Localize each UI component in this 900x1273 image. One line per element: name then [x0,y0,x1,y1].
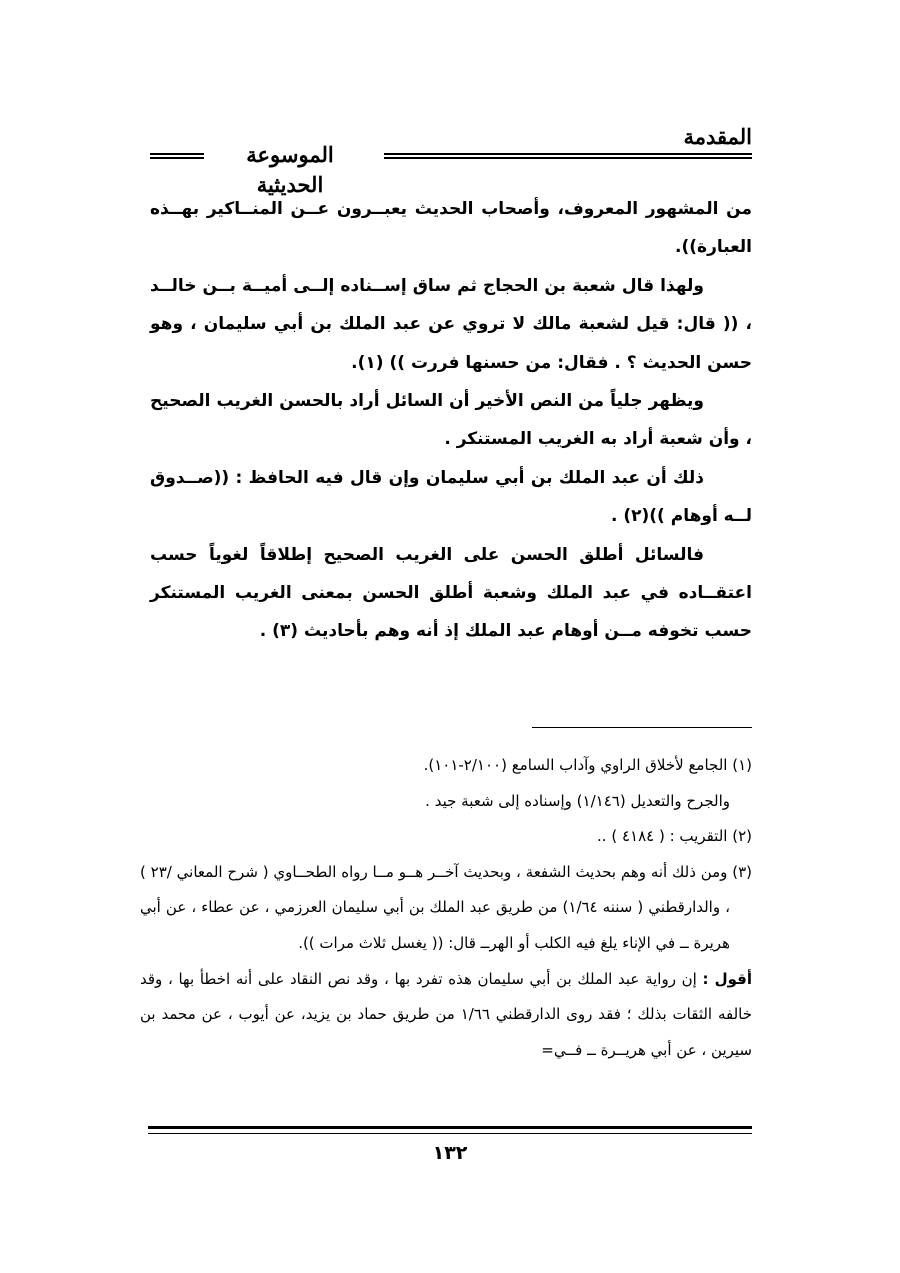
paragraph: ولهذا قال شعبة بن الحجاج ثم ساق إســناده إلــى أميــة بــن خالــد ، (( قال: قيل لشعبة مالك لا تروي عن عبد الملك بن أبي سليمان ، وهو حسن الحديث ؟ . فقال: من حسنها فررت )) (١). [150,275,752,373]
footnote-2: (٢) التقريب : ( ٤١٨٤ ) .. [597,827,752,846]
footnote-1-continuation: والجرح والتعديل (١/١٤٦) وإسناده إلى شعبة جيد . [425,791,730,810]
footnote-3-label: أقول : [702,969,752,988]
main-text [150,190,752,651]
header-rule-left [150,153,204,159]
footnotes [140,748,752,1068]
footer-rule-thin [148,1133,752,1134]
paragraph: فالسائل أطلق الحسن على الغريب الصحيح إطلاقاً لغوياً حسب اعتقــاده في عبد الملك وشعبة أطلق الحسن بمعنى الغريب المستنكر حسب تخوفه مــن أوهام عبد الملك إذ أنه وهم بأحاديث (٣) . [150,544,752,642]
footnote-3-comment [140,962,752,1069]
book-title: الموسوعة الحديثية [246,142,334,197]
footnote-1: (١) الجامع لأخلاق الراوي وآداب السامع (٢/١٠٠-١٠١). [423,756,752,774]
paragraph: من المشهور المعروف، وأصحاب الحديث يعبــرون عــن المنــاكير بهــذه العبارة)). [150,199,752,258]
footnote-separator [532,727,752,728]
header-rule-right [384,153,752,159]
footnote-3: (٣) ومن ذلك أنه وهم بحديث الشفعة ، وبحديث آخــر هــو مــا رواه الطحــاوي ( شرح المعاني /٢٣ ) ، والدارقطني ( سننه ١/٦٤) من طريق عبد الملك بن أبي سليمان العرزمي ، عن عطاء ، عن أبي هريرة ــ في الإناء يلغ فيه الكلب أو الهرــ قال: (( يغسل ثلاث مرات )). [140,862,752,952]
section-title: المقدمة [683,124,752,149]
footnote-3-comment-text: إن رواية عبد الملك بن أبي سليمان هذه تفرد بها ، وقد نص النقاد على أنه اخطأ بها ، وقد خالفه الثقات بذلك ؛ فقد روى الدارقطني ١/٦٦ من طريق حماد بن يزيد، عن أيوب ، عن محمد بن سيرين ، عن أبي هريــرة ــ فــي= [140,969,752,1059]
paragraph: ويظهر جلياً من النص الأخير أن السائل أراد بالحسن الغريب الصحيح ، وأن شعبة أراد به الغريب المستنكر . [150,391,752,450]
footer-rule-thick [148,1126,752,1129]
paragraph: ذلك أن عبد الملك بن أبي سليمان وإن قال فيه الحافظ : ((صــدوق لــه أوهام ))(٢) . [150,467,752,527]
page-number: ١٣٢ [432,1142,468,1164]
